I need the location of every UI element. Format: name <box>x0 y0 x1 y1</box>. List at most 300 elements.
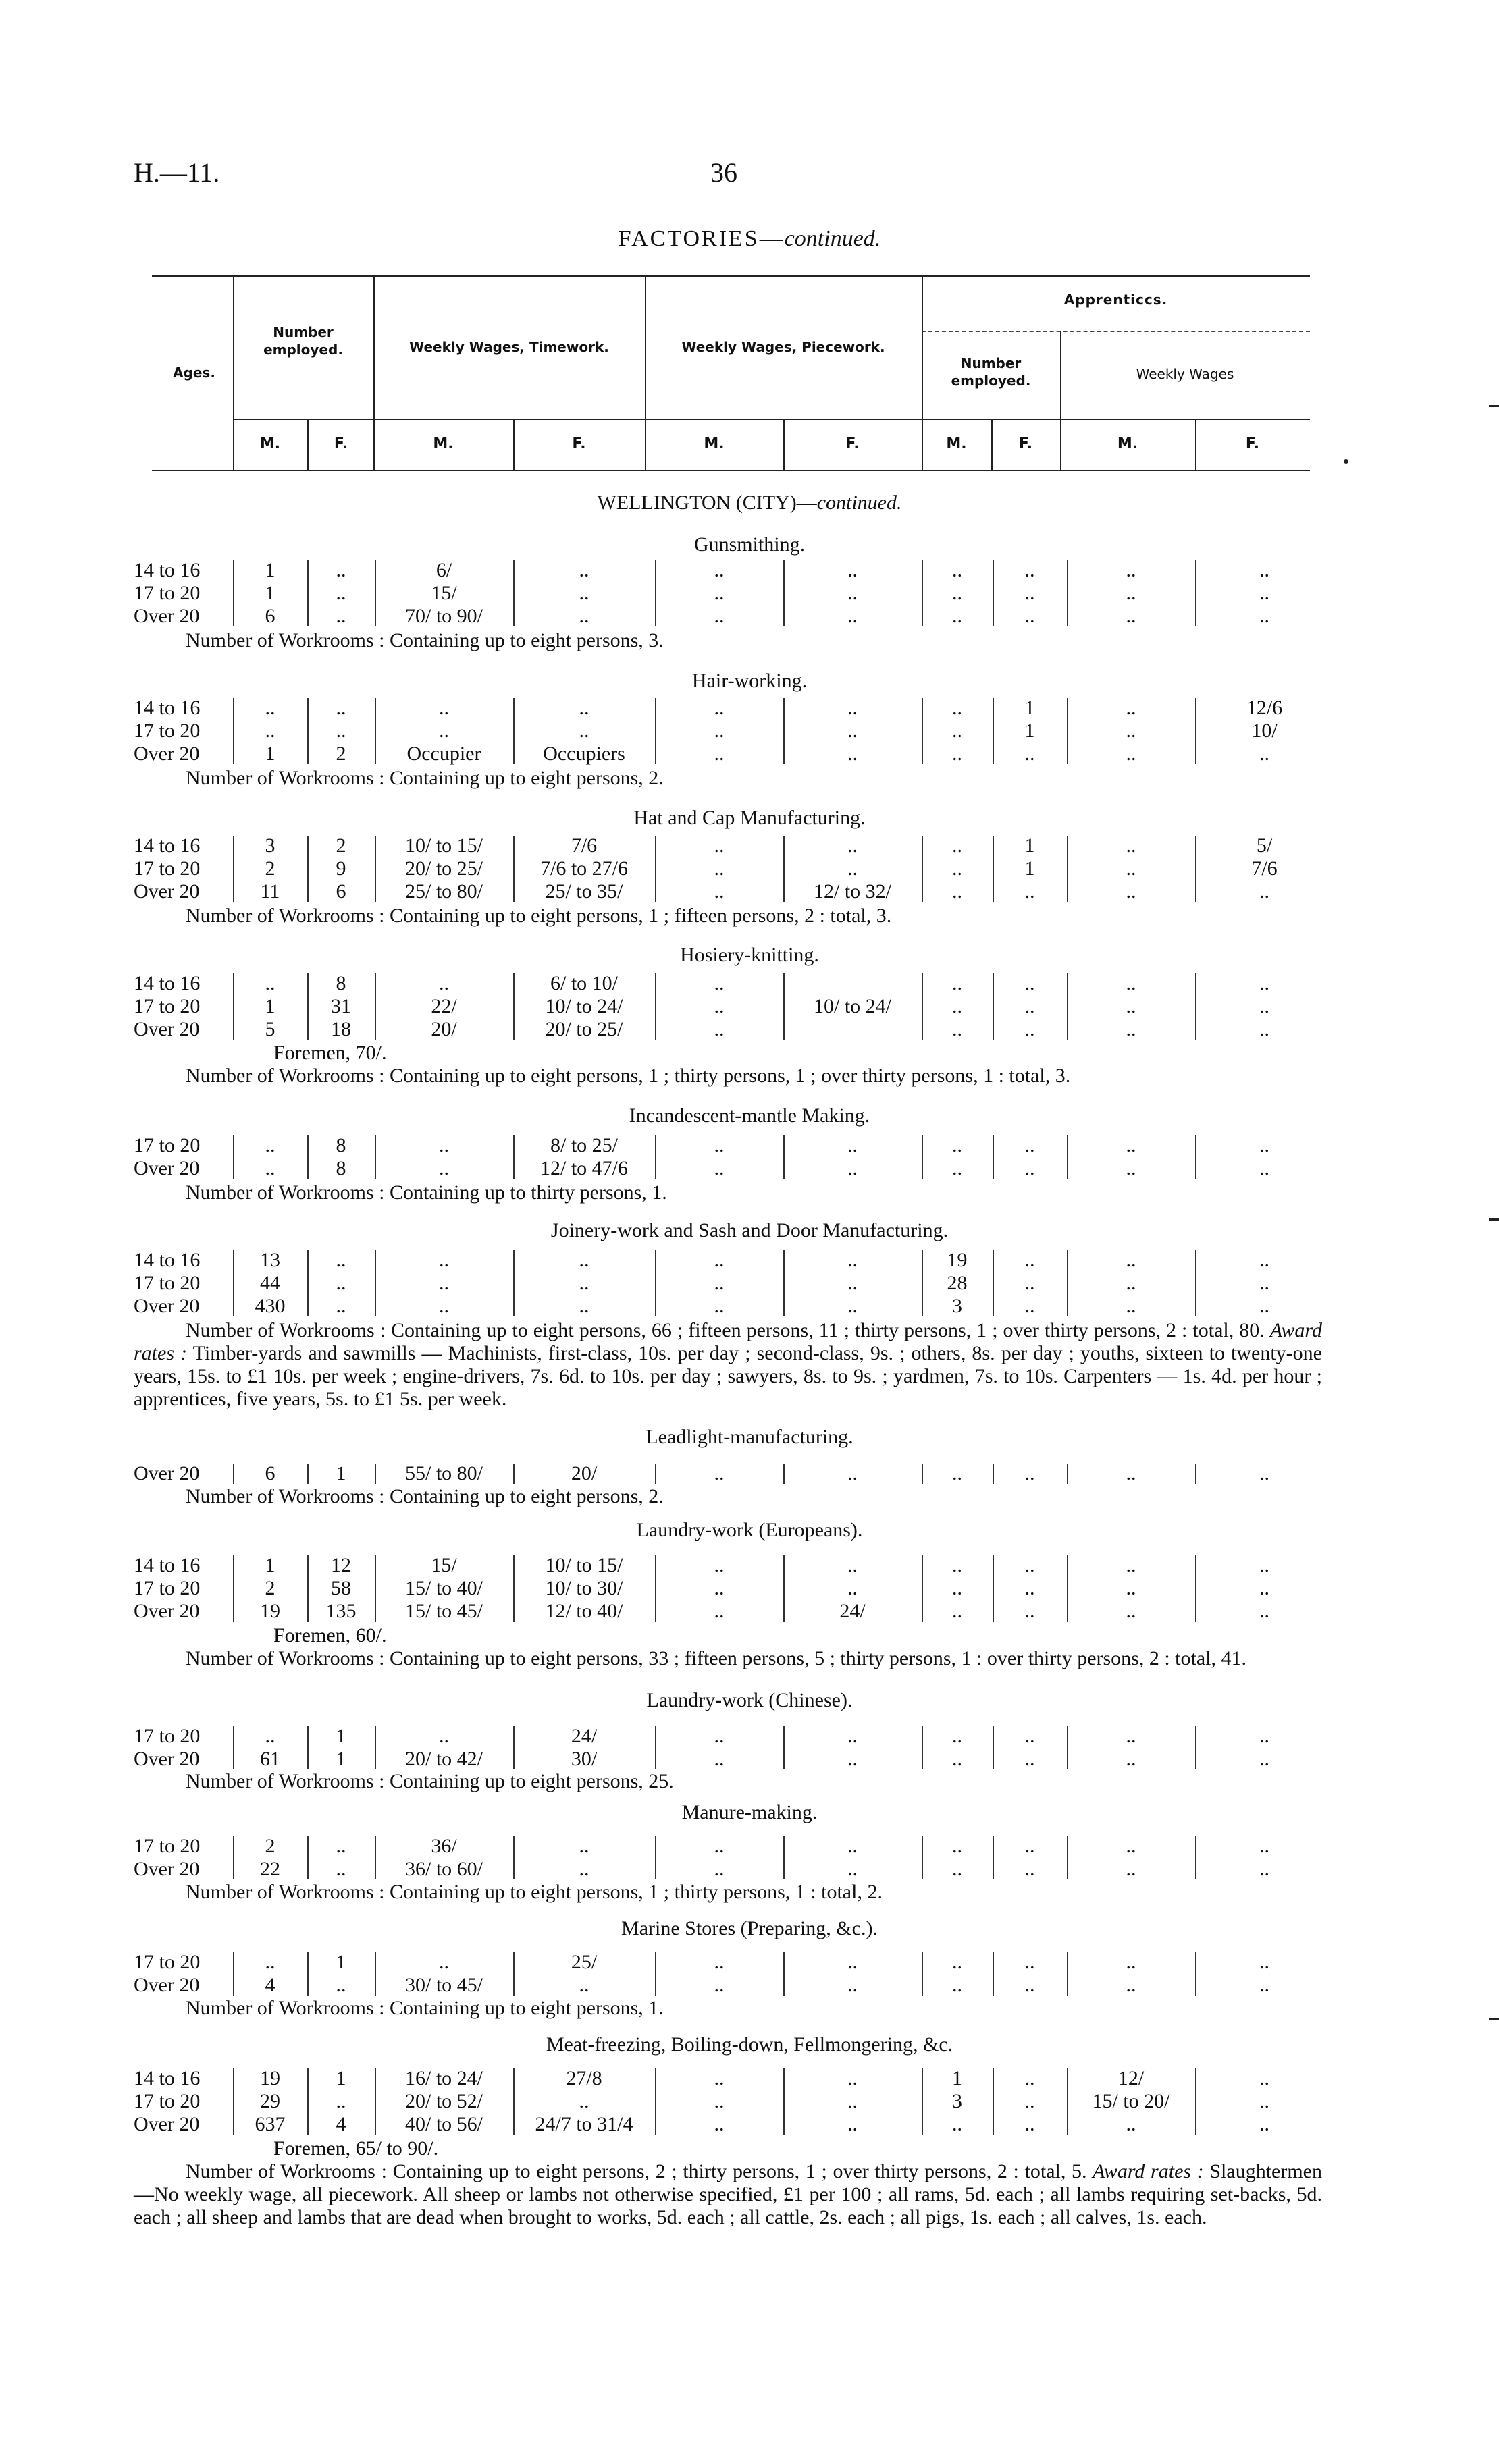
f-timework-cell: 27/8 <box>566 2067 602 2089</box>
age-cell: 17 to 20 <box>134 2090 201 2112</box>
f-apprentice-wage-cell: .. <box>1259 2113 1269 2135</box>
column-rule <box>655 973 656 1040</box>
f-timework-cell: .. <box>579 559 589 581</box>
m-employed-cell: .. <box>265 1725 275 1747</box>
m-timework-cell: 36/ to 60/ <box>404 1858 483 1880</box>
table-row <box>0 582 1499 605</box>
m-employed-cell: 1 <box>265 559 275 581</box>
m-timework-cell: 70/ to 90/ <box>404 605 483 627</box>
age-cell: 14 to 16 <box>134 559 201 581</box>
m-employed-cell: .. <box>265 720 275 742</box>
f-employed-cell: .. <box>336 605 346 627</box>
f-apprentice-wage-cell: .. <box>1259 1134 1269 1156</box>
m-apprentice-wage-cell: .. <box>1126 1157 1136 1179</box>
f-employed-cell: 18 <box>331 1018 351 1040</box>
m-timework-cell: 20/ to 52/ <box>404 2090 483 2112</box>
column-rule <box>307 1836 309 1879</box>
column-rule <box>783 973 785 1040</box>
m-piecework-cell: .. <box>714 2113 725 2135</box>
m-piecework-cell: .. <box>714 1462 725 1484</box>
header-weekly-piecework: Weekly Wages, Piecework. <box>681 339 885 355</box>
foremen-note: Foremen, 65/ to 90/. <box>273 2137 439 2160</box>
column-rule <box>993 1555 994 1622</box>
table-row <box>0 1295 1499 1318</box>
age-cell: Over 20 <box>134 743 200 765</box>
f-apprentice-cell: .. <box>1024 1295 1035 1317</box>
column-rule <box>375 1135 376 1179</box>
m-apprentice-cell: .. <box>952 834 962 857</box>
m-timework-cell: 25/ to 80/ <box>404 880 483 903</box>
m-piecework-cell: .. <box>714 1725 725 1747</box>
header-weekly-timework: Weekly Wages, Timework. <box>409 339 609 355</box>
m-employed-cell: 2 <box>265 857 275 880</box>
column-rule <box>233 2068 234 2135</box>
column-rule <box>655 836 656 902</box>
m-timework-cell: .. <box>439 1725 449 1747</box>
column-rule <box>922 2068 923 2135</box>
column-rule <box>307 1555 309 1622</box>
f-timework-cell: .. <box>579 1858 589 1880</box>
m-apprentice-cell: .. <box>952 1725 962 1747</box>
m-apprentice-wage-cell: .. <box>1126 1249 1136 1271</box>
column-rule <box>1067 560 1068 626</box>
m-apprentice-cell: .. <box>952 1974 962 1996</box>
column-rule <box>1067 2068 1068 2135</box>
f-timework-cell: 25/ to 35/ <box>545 880 623 903</box>
table-row <box>0 880 1499 903</box>
column-rule <box>993 560 994 626</box>
f-employed-cell: 58 <box>331 1577 351 1599</box>
column-rule <box>783 2068 785 2135</box>
f-apprentice-wage-cell: 12/6 <box>1246 697 1283 719</box>
m-employed-cell: 19 <box>260 1600 280 1622</box>
f-piecework-cell: .. <box>847 605 858 627</box>
page-number: 36 <box>710 157 737 188</box>
m-employed-cell: 430 <box>255 1295 286 1317</box>
m-apprentice-wage-cell: .. <box>1126 1272 1136 1294</box>
f-apprentice-wage-cell: .. <box>1259 1974 1269 1996</box>
foremen-note: Foremen, 70/. <box>273 1042 387 1064</box>
f-apprentice-wage-cell: 10/ <box>1251 720 1278 742</box>
f-apprentice-wage-cell: .. <box>1259 1554 1269 1576</box>
table-row <box>0 1134 1499 1157</box>
f-piecework-cell: .. <box>847 1134 858 1156</box>
m-apprentice-wage-cell: .. <box>1126 880 1136 903</box>
header-f: F. <box>572 435 586 452</box>
m-apprentice-wage-cell: .. <box>1126 720 1136 742</box>
m-piecework-cell: .. <box>714 720 725 742</box>
column-rule <box>307 1250 309 1316</box>
f-piecework-cell: .. <box>847 2067 858 2089</box>
section-title: Leadlight-manufacturing. <box>646 1426 853 1448</box>
age-cell: 17 to 20 <box>134 857 201 880</box>
m-employed-cell: .. <box>265 1134 275 1156</box>
column-rule <box>783 560 785 626</box>
column-rule <box>375 698 376 764</box>
m-employed-cell: 61 <box>260 1748 280 1770</box>
m-apprentice-wage-cell: 12/ <box>1117 2067 1145 2089</box>
m-apprentice-cell: .. <box>952 720 962 742</box>
award-paragraph <box>134 1319 1322 1411</box>
column-rule <box>1195 1726 1196 1769</box>
f-timework-cell: 30/ <box>571 1748 598 1770</box>
age-cell: Over 20 <box>134 2113 200 2135</box>
workrooms-note: Number of Workrooms : Containing up to eight persons, 2. <box>186 767 664 789</box>
header-f: F. <box>334 435 348 452</box>
f-employed-cell: 8 <box>336 972 346 994</box>
table-row <box>0 1974 1499 1997</box>
m-employed-cell: 22 <box>260 1858 280 1880</box>
table-row <box>0 1554 1499 1577</box>
m-timework-cell: .. <box>439 697 449 719</box>
m-apprentice-wage-cell: .. <box>1126 995 1136 1017</box>
age-cell: Over 20 <box>134 1018 200 1040</box>
f-apprentice-wage-cell: .. <box>1259 1249 1269 1271</box>
age-cell: 17 to 20 <box>134 582 201 604</box>
m-timework-cell: 36/ <box>431 1835 457 1857</box>
m-employed-cell: 6 <box>265 605 275 627</box>
age-cell: 14 to 16 <box>134 2067 201 2089</box>
age-cell: 17 to 20 <box>134 1835 201 1857</box>
title-main: FACTORIES— <box>618 226 785 251</box>
table-row <box>0 2090 1499 2113</box>
m-timework-cell: 22/ <box>431 995 457 1017</box>
m-apprentice-wage-cell: .. <box>1126 697 1136 719</box>
m-apprentice-cell: .. <box>952 1134 962 1156</box>
column-rule <box>655 1135 656 1179</box>
m-apprentice-wage-cell: .. <box>1126 559 1136 581</box>
f-piecework-cell: .. <box>847 1295 858 1317</box>
column-rule <box>783 1464 785 1484</box>
m-timework-cell: Occupier <box>406 743 481 765</box>
column-rule <box>1195 1555 1196 1622</box>
age-cell: 17 to 20 <box>134 1577 201 1599</box>
m-apprentice-wage-cell: .. <box>1126 1748 1136 1770</box>
f-timework-cell: 6/ to 10/ <box>550 972 618 994</box>
m-apprentice-cell: 19 <box>947 1249 968 1271</box>
region-name: WELLINGTON (CITY)— <box>597 491 817 514</box>
m-piecework-cell: .. <box>714 1577 725 1599</box>
f-employed-cell: .. <box>336 1249 346 1271</box>
f-piecework-cell: .. <box>847 1272 858 1294</box>
m-employed-cell: 1 <box>265 743 275 765</box>
table-row <box>0 2113 1499 2136</box>
m-apprentice-wage-cell: .. <box>1126 1600 1136 1622</box>
f-apprentice-cell: .. <box>1024 1974 1035 1996</box>
m-employed-cell: 29 <box>260 2090 280 2112</box>
column-rule <box>375 2068 376 2135</box>
column-rule <box>655 2068 656 2135</box>
f-timework-cell: Occupiers <box>543 743 625 765</box>
age-cell: Over 20 <box>134 1600 200 1622</box>
f-apprentice-wage-cell: .. <box>1259 1858 1269 1880</box>
header-m: M. <box>1117 435 1138 452</box>
f-timework-cell: .. <box>579 1272 589 1294</box>
column-rule <box>655 1836 656 1879</box>
f-timework-cell: 24/ <box>571 1725 598 1747</box>
m-timework-cell: .. <box>439 1249 449 1271</box>
m-employed-cell: 19 <box>260 2067 280 2089</box>
m-apprentice-wage-cell: .. <box>1126 1462 1136 1484</box>
f-apprentice-cell: .. <box>1024 582 1035 604</box>
f-timework-cell: 8/ to 25/ <box>550 1134 618 1156</box>
column-rule <box>513 1952 515 1996</box>
f-timework-cell: 24/7 to 31/4 <box>535 2113 633 2135</box>
column-rule <box>922 1952 923 1996</box>
award-rates-label: Award rates : <box>1093 2160 1204 2182</box>
f-employed-cell: .. <box>336 720 346 742</box>
m-employed-cell: .. <box>265 1951 275 1973</box>
m-timework-cell: 20/ <box>431 1018 457 1040</box>
header-f: F. <box>845 435 860 452</box>
column-rule <box>513 698 515 764</box>
m-apprentice-cell: .. <box>952 743 962 765</box>
column-rule <box>655 560 656 626</box>
workrooms-note: Number of Workrooms : Containing up to eight persons, 2. <box>186 1485 664 1507</box>
f-apprentice-cell: .. <box>1024 1249 1035 1271</box>
column-rule <box>307 1952 309 1996</box>
m-apprentice-wage-cell: .. <box>1126 1974 1136 1996</box>
column-rule <box>1067 1836 1068 1879</box>
column-rule <box>307 836 309 902</box>
f-apprentice-cell: .. <box>1024 1157 1035 1179</box>
m-employed-cell: .. <box>265 1157 275 1179</box>
workrooms-note: Number of Workrooms : Containing up to eight persons, 3. <box>186 629 664 651</box>
section-title: Meat-freezing, Boiling-down, Fellmongering, &c. <box>546 2033 953 2056</box>
age-cell: Over 20 <box>134 880 200 903</box>
m-employed-cell: 2 <box>265 1835 275 1857</box>
workrooms-note: Number of Workrooms : Containing up to eight persons, 1 ; thirty persons, 1 ; over thirty persons, 1 : total, 3. <box>186 1065 1071 1087</box>
f-employed-cell: .. <box>336 1295 346 1317</box>
f-apprentice-wage-cell: .. <box>1259 972 1269 994</box>
age-cell: Over 20 <box>134 605 200 627</box>
age-cell: 14 to 16 <box>134 1249 201 1271</box>
f-employed-cell: .. <box>336 559 346 581</box>
m-piecework-cell: .. <box>714 1295 725 1317</box>
table-row <box>0 834 1499 857</box>
column-rule <box>307 560 309 626</box>
m-piecework-cell: .. <box>714 1157 725 1179</box>
header-app-weekly: Weekly Wages <box>1136 366 1234 382</box>
header-m: M. <box>946 435 967 452</box>
age-cell: 17 to 20 <box>134 1725 201 1747</box>
m-timework-cell: 55/ to 80/ <box>404 1462 483 1484</box>
f-timework-cell: 12/ to 40/ <box>545 1600 623 1622</box>
age-cell: 14 to 16 <box>134 697 201 719</box>
m-apprentice-wage-cell: .. <box>1126 582 1136 604</box>
title-suffix: continued. <box>784 226 881 251</box>
f-apprentice-wage-cell: .. <box>1259 743 1269 765</box>
f-timework-cell: .. <box>579 582 589 604</box>
section-title: Laundry-work (Europeans). <box>636 1519 863 1541</box>
section-title: Joinery-work and Sash and Door Manufacturing. <box>550 1219 949 1241</box>
column-rule <box>1067 836 1068 902</box>
f-apprentice-cell: .. <box>1024 972 1035 994</box>
f-apprentice-cell: .. <box>1024 995 1035 1017</box>
f-timework-cell: 10/ to 30/ <box>545 1577 623 1599</box>
column-rule <box>1067 1135 1068 1179</box>
edge-mark <box>1489 2018 1499 2020</box>
section-title: Marine Stores (Preparing, &c.). <box>621 1917 878 1939</box>
column-rule <box>375 1555 376 1622</box>
section-title: Manure-making. <box>681 1801 818 1823</box>
m-piecework-cell: .. <box>714 697 725 719</box>
f-apprentice-wage-cell: .. <box>1259 605 1269 627</box>
f-piecework-cell: .. <box>847 743 858 765</box>
m-employed-cell: 44 <box>260 1272 280 1294</box>
f-apprentice-wage-cell: .. <box>1259 1462 1269 1484</box>
f-timework-cell: 20/ to 25/ <box>545 1018 623 1040</box>
m-apprentice-wage-cell: .. <box>1126 743 1136 765</box>
f-employed-cell: 31 <box>331 995 351 1017</box>
f-piecework-cell: .. <box>847 1858 858 1880</box>
f-piecework-cell: .. <box>847 1835 858 1857</box>
f-apprentice-cell: .. <box>1024 1272 1035 1294</box>
table-row <box>0 605 1499 628</box>
column-rule <box>1195 1836 1196 1879</box>
f-employed-cell: .. <box>336 1835 346 1857</box>
column-rule <box>783 1952 785 1996</box>
m-apprentice-wage-cell: .. <box>1126 1858 1136 1880</box>
age-cell: Over 20 <box>134 1858 200 1880</box>
header-m: M. <box>259 435 281 452</box>
f-piecework-cell: .. <box>847 2090 858 2112</box>
f-apprentice-wage-cell: .. <box>1259 582 1269 604</box>
column-rule <box>233 973 234 1040</box>
m-piecework-cell: .. <box>714 1600 725 1622</box>
column-rule <box>993 1464 994 1484</box>
column-rule <box>993 698 994 764</box>
f-employed-cell: .. <box>336 697 346 719</box>
f-apprentice-wage-cell: .. <box>1259 1725 1269 1747</box>
table-row <box>0 1835 1499 1858</box>
f-apprentice-cell: .. <box>1024 1858 1035 1880</box>
column-rule <box>993 836 994 902</box>
f-apprentice-cell: .. <box>1024 1835 1035 1857</box>
m-timework-cell: .. <box>439 1134 449 1156</box>
table-row <box>0 2067 1499 2090</box>
m-apprentice-cell: .. <box>952 1577 962 1599</box>
f-employed-cell: 8 <box>336 1134 346 1156</box>
header-app-number-1: Number <box>960 355 1022 371</box>
m-apprentice-cell: .. <box>952 697 962 719</box>
m-apprentice-cell: .. <box>952 880 962 903</box>
f-employed-cell: .. <box>336 1974 346 1996</box>
column-rule <box>233 1726 234 1769</box>
column-rule <box>513 836 515 902</box>
f-apprentice-wage-cell: .. <box>1259 1295 1269 1317</box>
column-rule <box>513 1135 515 1179</box>
m-apprentice-wage-cell: .. <box>1126 1134 1136 1156</box>
column-rule <box>993 1250 994 1316</box>
m-apprentice-wage-cell: .. <box>1126 1835 1136 1857</box>
f-apprentice-cell: .. <box>1024 880 1035 903</box>
column-rule <box>993 1952 994 1996</box>
m-employed-cell: 1 <box>265 1554 275 1576</box>
f-employed-cell: .. <box>336 1858 346 1880</box>
m-apprentice-cell: .. <box>952 1600 962 1622</box>
column-rule <box>655 1250 656 1316</box>
column-rule <box>655 1726 656 1769</box>
f-employed-cell: 2 <box>336 743 346 765</box>
column-rule <box>513 1726 515 1769</box>
f-employed-cell: .. <box>336 1272 346 1294</box>
m-apprentice-wage-cell: .. <box>1126 857 1136 880</box>
f-apprentice-cell: .. <box>1024 1018 1035 1040</box>
f-apprentice-wage-cell: .. <box>1259 1018 1269 1040</box>
column-rule <box>375 1250 376 1316</box>
m-timework-cell: 40/ to 56/ <box>404 2113 483 2135</box>
f-apprentice-cell: .. <box>1024 1951 1035 1973</box>
column-rule <box>1067 973 1068 1040</box>
f-employed-cell: 1 <box>336 1748 346 1770</box>
page-title <box>0 226 1499 252</box>
column-rule <box>233 836 234 902</box>
column-rule <box>1195 1464 1196 1484</box>
f-timework-cell: .. <box>579 605 589 627</box>
m-apprentice-cell: .. <box>952 1858 962 1880</box>
f-apprentice-wage-cell: 7/6 <box>1251 857 1278 880</box>
workrooms-paragraph: Number of Workrooms : Containing up to eight persons, 33 ; fifteen persons, 5 ; thirty persons, 1 : over thirty persons, 2 : total, 41. <box>186 1647 1247 1669</box>
table-row <box>0 559 1499 582</box>
f-timework-cell: 20/ <box>571 1462 598 1484</box>
workrooms-note: Number of Workrooms : Containing up to eight persons, 25. <box>186 1770 674 1792</box>
m-employed-cell: 1 <box>265 995 275 1017</box>
header-m: M. <box>433 435 454 452</box>
m-employed-cell: 6 <box>265 1462 275 1484</box>
m-apprentice-cell: .. <box>952 1748 962 1770</box>
f-piecework-cell: .. <box>847 857 858 880</box>
f-employed-cell: 1 <box>336 1725 346 1747</box>
edge-mark <box>1344 459 1348 464</box>
document-code: H.—11. <box>134 157 220 188</box>
m-employed-cell: 3 <box>265 834 275 857</box>
column-rule <box>233 1464 234 1484</box>
f-apprentice-wage-cell: .. <box>1259 1157 1269 1179</box>
m-apprentice-cell: 28 <box>947 1272 968 1294</box>
table-row <box>0 1249 1499 1272</box>
f-apprentice-wage-cell: 5/ <box>1256 834 1273 857</box>
header-f: F. <box>1018 435 1033 452</box>
table-row <box>0 1157 1499 1180</box>
m-piecework-cell: .. <box>714 995 725 1017</box>
f-piecework-cell: .. <box>847 1157 858 1179</box>
f-timework-cell: .. <box>579 2090 589 2112</box>
column-rule <box>1195 1135 1196 1179</box>
f-employed-cell: 2 <box>336 834 346 857</box>
f-apprentice-cell: .. <box>1024 1748 1035 1770</box>
column-rule <box>993 973 994 1040</box>
m-piecework-cell: .. <box>714 1748 725 1770</box>
table-row <box>0 1462 1499 1485</box>
column-rule <box>513 1836 515 1879</box>
m-piecework-cell: .. <box>714 1554 725 1576</box>
m-apprentice-wage-cell: .. <box>1126 1725 1136 1747</box>
f-apprentice-cell: .. <box>1024 2067 1035 2089</box>
column-rule <box>375 1726 376 1769</box>
column-rule <box>922 698 923 764</box>
f-employed-cell: 4 <box>336 2113 346 2135</box>
column-rule <box>783 1836 785 1879</box>
f-apprentice-cell: 1 <box>1024 720 1035 742</box>
f-apprentice-cell: .. <box>1024 605 1035 627</box>
f-timework-cell: 7/6 to 27/6 <box>540 857 628 880</box>
f-timework-cell: 7/6 <box>571 834 598 857</box>
table-row <box>0 1272 1499 1295</box>
m-piecework-cell: .. <box>714 2067 725 2089</box>
table-row <box>0 1858 1499 1881</box>
f-timework-cell: 12/ to 47/6 <box>540 1157 628 1179</box>
